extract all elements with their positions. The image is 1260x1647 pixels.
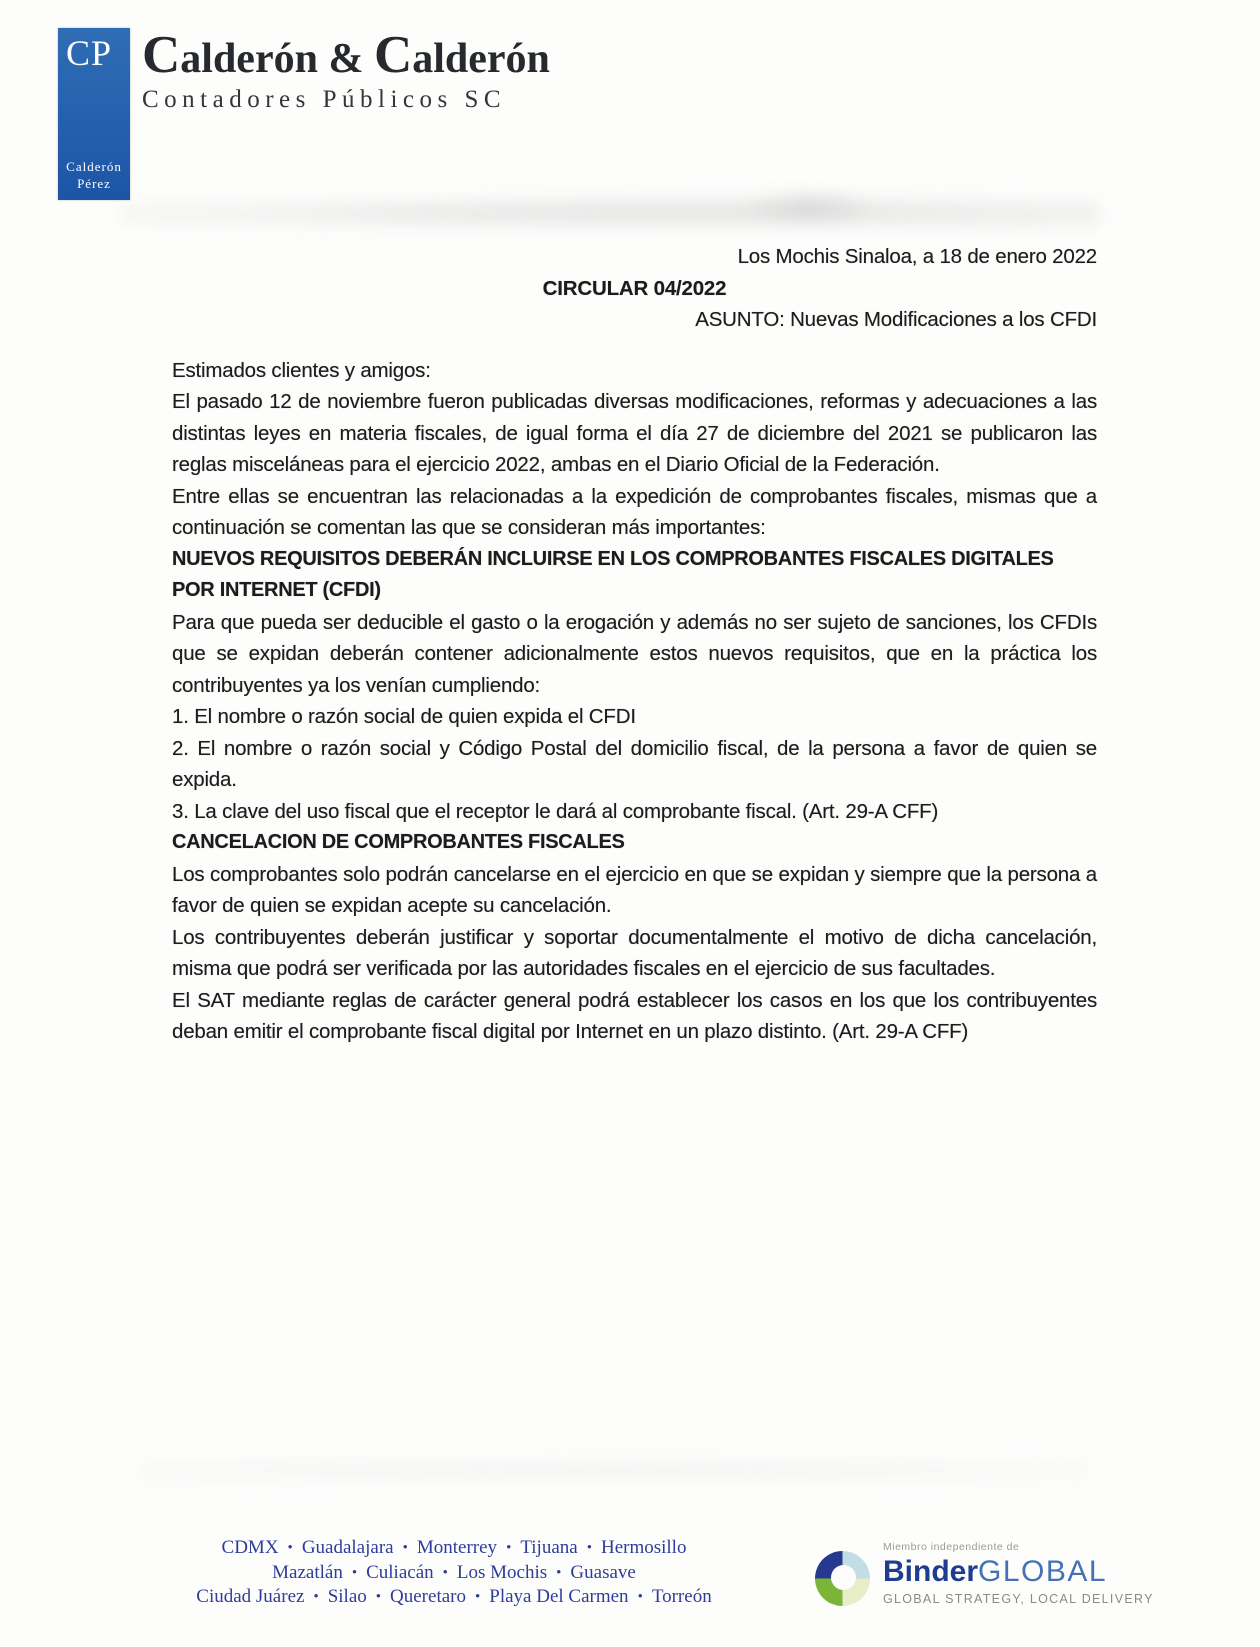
firm-logo-badge [58,28,130,200]
footer-city: Los Mochis [456,1561,548,1583]
paragraph-cancelacion-1: Los comprobantes solo podrán cancelarse en el ejercicio en que se expidan y siempre que la persona a favor de quien se expidan acepte su cancelación. [172,862,1097,917]
heading-nuevos-requisitos: NUEVOS REQUISITOS DEBERÁN INCLUIRSE EN LOS COMPROBANTES FISCALES DIGITALES POR INTERNET (CFDI) [172,547,1054,601]
circular-number: CIRCULAR 04/2022 [542,276,727,300]
binder-member-note: Miembro independiente de [883,1541,1020,1553]
office-cities-line [128,1561,780,1586]
paragraph-cancelacion-2: Los contribuyentes deberán justificar y soportar documentalmente el motivo de dicha cancelación, misma que podrá ser verificada por las autoridades fiscales en el ejercicio de sus facultades. [172,925,1097,980]
binder-wordmark [883,1555,1154,1589]
paragraph-intro: El pasado 12 de noviembre fueron publicadas diversas modificaciones, reformas y adecuaciones a las distintas leyes en materia fiscales, de igual forma el día 27 de diciembre del 2021 se publicaron las reglas misceláneas para el ejercicio 2022, ambas en el Diario Oficial de la Federación. [172,390,1097,476]
footer-city: Ciudad Juárez [196,1586,305,1607]
dateline: Los Mochis Sinaloa, a 18 de enero 2022 [737,245,1097,268]
footer-city: Hermosillo [600,1537,687,1558]
bullet-separator: • [556,1564,562,1581]
letter-paragraphs [172,355,1097,1048]
footer-city: Silao [327,1586,367,1607]
bullet-separator: • [586,1540,592,1556]
bullet-separator: • [506,1540,512,1556]
firm-name [142,26,550,84]
scan-artifact [120,192,1100,236]
firm-logo-name-line1: Calderón [66,159,122,174]
subject-line: ASUNTO: Nuevas Modificaciones a los CFDI [695,308,1097,331]
binder-wordmark-bold: Binder [883,1555,979,1588]
footer-city: Playa Del Carmen [489,1586,629,1607]
footer-city: Guasave [570,1561,636,1583]
binder-global-donut-icon [815,1551,870,1606]
office-cities-list [128,1536,780,1610]
paragraph-sat: El SAT mediante reglas de carácter general podrá establecer los casos en los que los contribuyentes deban emitir el comprobante fiscal digital por Internet en un plazo distinto. (Art. 29-A CFF) [172,988,1097,1043]
firm-name-ampersand: & [317,36,374,82]
footer-city: Monterrey [416,1537,498,1558]
footer-city: Culiacán [366,1561,434,1583]
bullet-separator: • [313,1589,319,1605]
footer-city: Torreón [651,1586,712,1607]
footer-city: Tijuana [520,1537,578,1558]
bullet-separator: • [351,1564,358,1581]
firm-wordmark [142,26,550,114]
salutation: Estimados clientes y amigos: [172,358,431,382]
bullet-separator: • [287,1540,293,1556]
footer-city: Mazatlán [272,1561,343,1583]
binder-global-logo [815,1538,1154,1618]
office-cities-line [128,1536,780,1561]
binder-global-donut-hole [831,1565,856,1590]
firm-name-part: alderón [180,36,318,82]
firm-name-initial: C [373,26,413,84]
list-item-2: 2. El nombre o razón social y Código Postal del domicilio fiscal, de la persona a favor de quien se expida. [172,736,1097,791]
firm-name-part: alderón [412,36,550,82]
paragraph-context: Entre ellas se encuentran las relacionadas a la expedición de comprobantes fiscales, mismas que a continuación se comentan las que se consideran más importantes: [172,484,1097,539]
binder-global-text [883,1538,1154,1606]
footer-city: Queretaro [390,1586,466,1607]
binder-tagline: GLOBAL STRATEGY, LOCAL DELIVERY [883,1592,1154,1606]
bullet-separator: • [402,1540,408,1556]
letter-body [172,241,1097,1048]
bullet-separator: • [375,1589,382,1605]
heading-cancelacion: CANCELACION DE COMPROBANTES FISCALES [172,831,625,853]
office-cities-line [128,1585,780,1610]
bullet-separator: • [442,1564,448,1581]
footer-city: Guadalajara [301,1537,394,1558]
binder-wordmark-light: GLOBAL [978,1555,1108,1588]
footer-city: CDMX [221,1537,279,1558]
firm-name-initial: C [142,26,181,84]
scan-artifact [140,1450,1090,1490]
firm-logo-name-line2: Pérez [77,176,111,191]
scan-artifact [740,186,880,226]
firm-logo-partner-names [58,158,130,192]
list-item-1: 1. El nombre o razón social de quien expida el CFDI [172,705,636,728]
firm-logo-initials: CP [66,33,113,73]
list-item-3: 3. La clave del uso fiscal que el receptor le dará al comprobante fiscal. (Art. 29-A CFF) [172,799,939,823]
bullet-separator: • [475,1589,481,1605]
firm-subtitle: Contadores Públicos SC [142,86,507,113]
paragraph-requisitos: Para que pueda ser deducible el gasto o la erogación y además no ser sujeto de sanciones, los CFDIs que se expidan deberán contener adicionalmente estos nuevos requisitos, que en la práctica los contribuyentes ya los venían cumpliendo: [172,610,1097,697]
bullet-separator: • [637,1589,643,1605]
